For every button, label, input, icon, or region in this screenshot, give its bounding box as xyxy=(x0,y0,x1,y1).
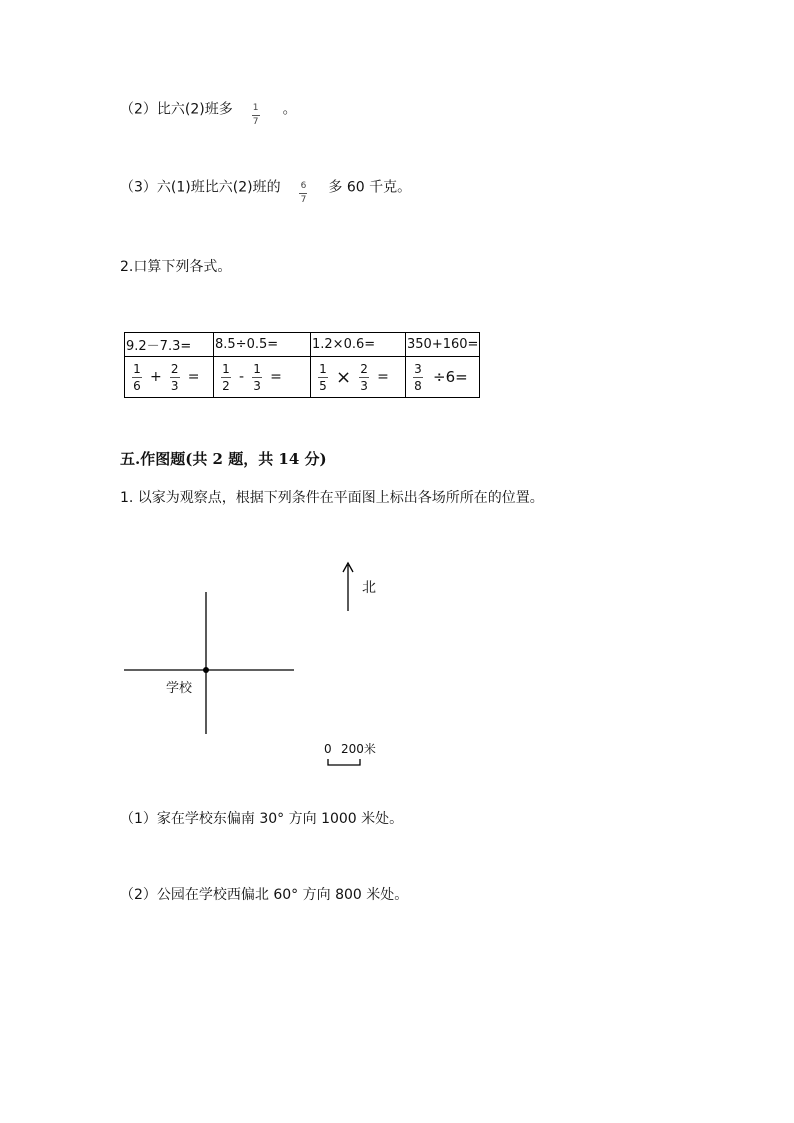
fraction-numerator: 1 xyxy=(222,361,230,376)
fraction-numerator: 1 xyxy=(319,361,327,376)
fraction-denominator: 6 xyxy=(133,378,141,393)
school-point xyxy=(203,667,209,673)
table-cell: 350+160= xyxy=(406,333,480,357)
item-3-prefix: （3）六(1)班比六(2)班的 xyxy=(120,179,281,196)
fraction-denominator: 5 xyxy=(319,378,327,393)
fraction-denominator: 2 xyxy=(222,378,230,393)
fraction-numerator: 3 xyxy=(414,361,422,376)
item-3-suffix: 多 60 千克。 xyxy=(328,179,412,196)
fraction-numerator: 2 xyxy=(170,361,179,376)
fraction-denominator: 3 xyxy=(170,378,179,393)
fraction-numerator: 1 xyxy=(133,361,141,376)
table-cell: 9.2－7.3= xyxy=(125,333,214,357)
operator: - xyxy=(239,369,245,385)
item-2-suffix: 。 xyxy=(282,101,297,118)
fraction-denominator: 7 xyxy=(252,117,259,127)
fraction-denominator: 3 xyxy=(253,378,261,393)
fraction-numerator: 1 xyxy=(253,361,261,376)
school-label: 学校 xyxy=(166,681,193,696)
operator: + xyxy=(150,369,162,385)
fraction-numerator: 2 xyxy=(360,361,368,376)
fraction-numerator: 6 xyxy=(300,181,307,191)
equals-sign: = xyxy=(377,369,389,385)
fraction-denominator: 3 xyxy=(360,378,368,393)
section-5-title: 五.作图题(共 2 题，共 14 分) xyxy=(120,450,327,468)
equals-sign: = xyxy=(270,369,282,385)
question-2-title: 2.口算下列各式。 xyxy=(120,259,232,275)
fraction-numerator: 1 xyxy=(252,103,259,113)
item-2-prefix: （2）比六(2)班多 xyxy=(120,101,233,118)
table-cell: 1.2×0.6= xyxy=(311,333,406,357)
scale-distance-label: 200米 xyxy=(341,742,376,756)
north-label: 北 xyxy=(362,580,376,596)
operator: ÷6= xyxy=(433,368,468,386)
fraction-denominator: 7 xyxy=(300,195,307,205)
question-1-text: 1. 以家为观察点，根据下列条件在平面图上标出各场所所在的位置。 xyxy=(120,490,544,506)
table-cell: 8.5÷0.5= xyxy=(214,333,311,357)
scale-bar xyxy=(328,759,360,765)
sub-question-2: （2）公园在学校西偏北 60° 方向 800 米处。 xyxy=(120,887,409,903)
sub-question-1: （1）家在学校东偏南 30° 方向 1000 米处。 xyxy=(120,811,404,827)
operator: × xyxy=(336,366,352,388)
fraction-denominator: 8 xyxy=(414,378,422,393)
equals-sign: = xyxy=(187,369,200,385)
scale-zero-label: 0 xyxy=(324,742,332,756)
